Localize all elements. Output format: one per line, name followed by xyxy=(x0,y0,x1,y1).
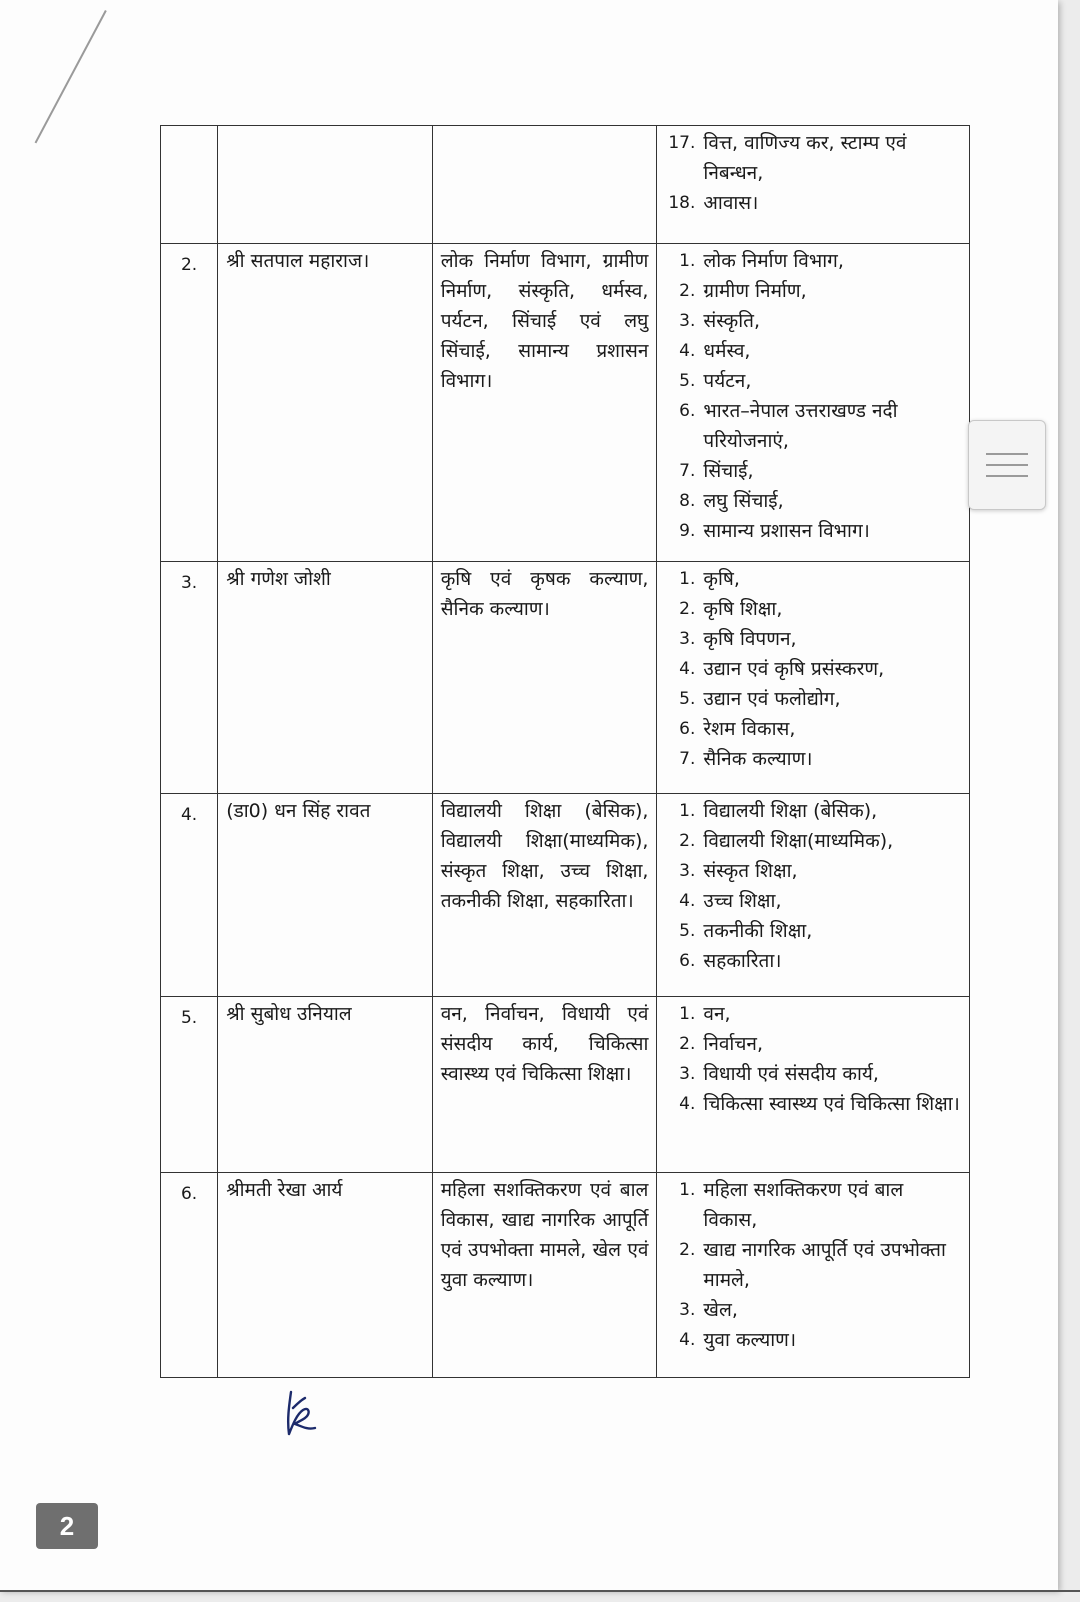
list-item-number: 18. xyxy=(668,193,696,213)
list-item-number: 1. xyxy=(679,251,696,271)
departments-summary-cell: विद्यालयी शिक्षा (बेसिक), विद्यालयी शिक्षा(माध्यमिक), संस्कृत शिक्षा, उच्च शिक्षा, तकनीकी शिक्षा, सहकारिता। xyxy=(432,794,657,997)
list-item-text: सैनिक कल्याण। xyxy=(703,748,813,770)
list-item-text: लघु सिंचाई, xyxy=(703,490,784,512)
list-item-number: 6. xyxy=(679,719,696,739)
list-item-text: रेशम विकास, xyxy=(703,718,796,740)
departments-list-cell xyxy=(657,244,970,562)
list-item xyxy=(665,486,961,516)
list-item-text: विद्यालयी शिक्षा (बेसिक), xyxy=(703,800,878,822)
departments-summary-cell: महिला सशक्तिकरण एवं बाल विकास, खाद्य नागरिक आपूर्ति एवं उपभोक्ता मामले, खेल एवं युवा कल्याण। xyxy=(432,1173,657,1378)
table-row xyxy=(161,244,970,562)
department-list xyxy=(665,564,961,774)
list-item-number: 4. xyxy=(679,891,696,911)
serial-number-cell: 5. xyxy=(161,997,218,1173)
list-item-text: सिंचाई, xyxy=(703,460,754,482)
list-item-text: उद्यान एवं कृषि प्रसंस्करण, xyxy=(703,658,885,680)
minister-name-cell: श्रीमती रेखा आर्य xyxy=(218,1173,433,1378)
hamburger-menu-icon xyxy=(986,453,1028,455)
list-item-text: उद्यान एवं फलोद्योग, xyxy=(703,688,841,710)
minister-name-cell: श्री गणेश जोशी xyxy=(218,562,433,794)
list-item xyxy=(665,916,961,946)
list-item xyxy=(665,516,961,546)
list-item-text: वित्त, वाणिज्य कर, स्टाम्प एवं निबन्धन, xyxy=(703,132,907,184)
list-item-number: 3. xyxy=(679,1300,696,1320)
list-item-text: ग्रामीण निर्माण, xyxy=(703,280,807,302)
list-item-number: 1. xyxy=(679,1180,696,1200)
list-item-number: 9. xyxy=(679,521,696,541)
list-item-text: उच्च शिक्षा, xyxy=(703,890,782,912)
list-item xyxy=(665,1175,961,1235)
department-allocation-table xyxy=(160,125,970,1378)
list-item-number: 8. xyxy=(679,491,696,511)
list-item-number: 6. xyxy=(679,951,696,971)
departments-list-cell xyxy=(657,562,970,794)
minister-name-cell: श्री सतपाल महाराज। xyxy=(218,244,433,562)
list-item-text: पर्यटन, xyxy=(703,370,752,392)
list-item xyxy=(665,826,961,856)
departments-list-cell xyxy=(657,126,970,244)
serial-number-cell: 4. xyxy=(161,794,218,997)
page-bottom-edge xyxy=(0,1590,1080,1592)
list-item-text: विद्यालयी शिक्षा(माध्यमिक), xyxy=(703,830,894,852)
departments-list-cell xyxy=(657,1173,970,1378)
department-list xyxy=(665,246,961,546)
department-list xyxy=(665,128,961,218)
list-item xyxy=(665,128,961,188)
departments-summary-cell: लोक निर्माण विभाग, ग्रामीण निर्माण, संस्कृति, धर्मस्व, पर्यटन, सिंचाई एवं लघु सिंचाई, सामान्य प्रशासन विभाग। xyxy=(432,244,657,562)
list-item-number: 4. xyxy=(679,1330,696,1350)
list-item-text: कृषि शिक्षा, xyxy=(703,598,783,620)
list-item-text: धर्मस्व, xyxy=(703,340,751,362)
list-item xyxy=(665,744,961,774)
departments-list-cell xyxy=(657,794,970,997)
list-item-text: युवा कल्याण। xyxy=(703,1329,797,1351)
table-row xyxy=(161,794,970,997)
list-item xyxy=(665,336,961,366)
list-item-text: संस्कृति, xyxy=(703,310,761,332)
list-item-number: 5. xyxy=(679,689,696,709)
list-item xyxy=(665,564,961,594)
list-item-text: लोक निर्माण विभाग, xyxy=(703,250,844,272)
list-item-text: कृषि विपणन, xyxy=(703,628,797,650)
list-item-number: 5. xyxy=(679,921,696,941)
table-row xyxy=(161,997,970,1173)
list-item-text: खाद्य नागरिक आपूर्ति एवं उपभोक्ता मामले, xyxy=(703,1239,946,1291)
list-item xyxy=(665,396,961,456)
list-item-number: 3. xyxy=(679,861,696,881)
list-item-text: सहकारिता। xyxy=(703,950,782,972)
minister-name-cell: (डा0) धन सिंह रावत xyxy=(218,794,433,997)
list-item xyxy=(665,456,961,486)
list-item-number: 5. xyxy=(679,371,696,391)
list-item-number: 3. xyxy=(679,1064,696,1084)
list-item-number: 6. xyxy=(679,401,696,421)
list-item-number: 4. xyxy=(679,1094,696,1114)
list-item-text: विधायी एवं संसदीय कार्य, xyxy=(703,1063,879,1085)
list-item xyxy=(665,246,961,276)
list-item xyxy=(665,366,961,396)
list-item-text: तकनीकी शिक्षा, xyxy=(703,920,813,942)
scroll-handle-menu[interactable] xyxy=(968,420,1046,510)
list-item xyxy=(665,684,961,714)
list-item-number: 4. xyxy=(679,659,696,679)
list-item xyxy=(665,856,961,886)
departments-summary-cell: वन, निर्वाचन, विधायी एवं संसदीय कार्य, चिकित्सा स्वास्थ्य एवं चिकित्सा शिक्षा। xyxy=(432,997,657,1173)
table-row xyxy=(161,1173,970,1378)
list-item xyxy=(665,1089,961,1119)
list-item-text: निर्वाचन, xyxy=(703,1033,764,1055)
list-item xyxy=(665,714,961,744)
list-item-text: वन, xyxy=(703,1003,731,1025)
list-item-number: 2. xyxy=(679,281,696,301)
list-item-number: 2. xyxy=(679,1240,696,1260)
list-item-text: कृषि, xyxy=(703,568,740,590)
serial-number-cell: 6. xyxy=(161,1173,218,1378)
departments-summary-cell xyxy=(432,126,657,244)
list-item-text: आवास। xyxy=(703,192,759,214)
list-item-number: 3. xyxy=(679,629,696,649)
list-item-text: संस्कृत शिक्षा, xyxy=(703,860,798,882)
serial-number-cell: 2. xyxy=(161,244,218,562)
minister-name-cell xyxy=(218,126,433,244)
list-item xyxy=(665,946,961,976)
list-item-number: 1. xyxy=(679,801,696,821)
list-item-number: 4. xyxy=(679,341,696,361)
list-item xyxy=(665,306,961,336)
list-item xyxy=(665,999,961,1029)
serial-number-cell: 3. xyxy=(161,562,218,794)
list-item-number: 2. xyxy=(679,599,696,619)
department-list xyxy=(665,1175,961,1355)
table-row xyxy=(161,562,970,794)
list-item-text: महिला सशक्तिकरण एवं बाल विकास, xyxy=(703,1179,904,1231)
minister-name-cell: श्री सुबोध उनियाल xyxy=(218,997,433,1173)
department-list xyxy=(665,796,961,976)
list-item xyxy=(665,1295,961,1325)
list-item xyxy=(665,654,961,684)
list-item xyxy=(665,1235,961,1295)
list-item-number: 1. xyxy=(679,569,696,589)
list-item xyxy=(665,624,961,654)
list-item-text: सामान्य प्रशासन विभाग। xyxy=(703,520,870,542)
signature-icon xyxy=(283,1388,323,1440)
department-list xyxy=(665,999,961,1119)
list-item xyxy=(665,188,961,218)
list-item-text: खेल, xyxy=(703,1299,738,1321)
list-item xyxy=(665,1325,961,1355)
list-item xyxy=(665,796,961,826)
list-item-text: भारत–नेपाल उत्तराखण्ड नदी परियोजनाएं, xyxy=(703,400,898,452)
list-item xyxy=(665,1059,961,1089)
list-item xyxy=(665,594,961,624)
list-item xyxy=(665,1029,961,1059)
list-item-text: चिकित्सा स्वास्थ्य एवं चिकित्सा शिक्षा। xyxy=(703,1093,960,1115)
list-item-number: 7. xyxy=(679,749,696,769)
departments-list-cell xyxy=(657,997,970,1173)
list-item-number: 2. xyxy=(679,1034,696,1054)
hamburger-menu-icon-bar xyxy=(986,475,1028,477)
departments-summary-cell: कृषि एवं कृषक कल्याण, सैनिक कल्याण। xyxy=(432,562,657,794)
list-item xyxy=(665,276,961,306)
page-number-badge: 2 xyxy=(36,1503,98,1549)
serial-number-cell xyxy=(161,126,218,244)
hamburger-menu-icon-bar xyxy=(986,464,1028,466)
table-row xyxy=(161,126,970,244)
page-fold-line xyxy=(35,10,107,143)
list-item-number: 2. xyxy=(679,831,696,851)
list-item-number: 3. xyxy=(679,311,696,331)
list-item xyxy=(665,886,961,916)
list-item-number: 7. xyxy=(679,461,696,481)
list-item-number: 1. xyxy=(679,1004,696,1024)
list-item-number: 17. xyxy=(668,133,696,153)
